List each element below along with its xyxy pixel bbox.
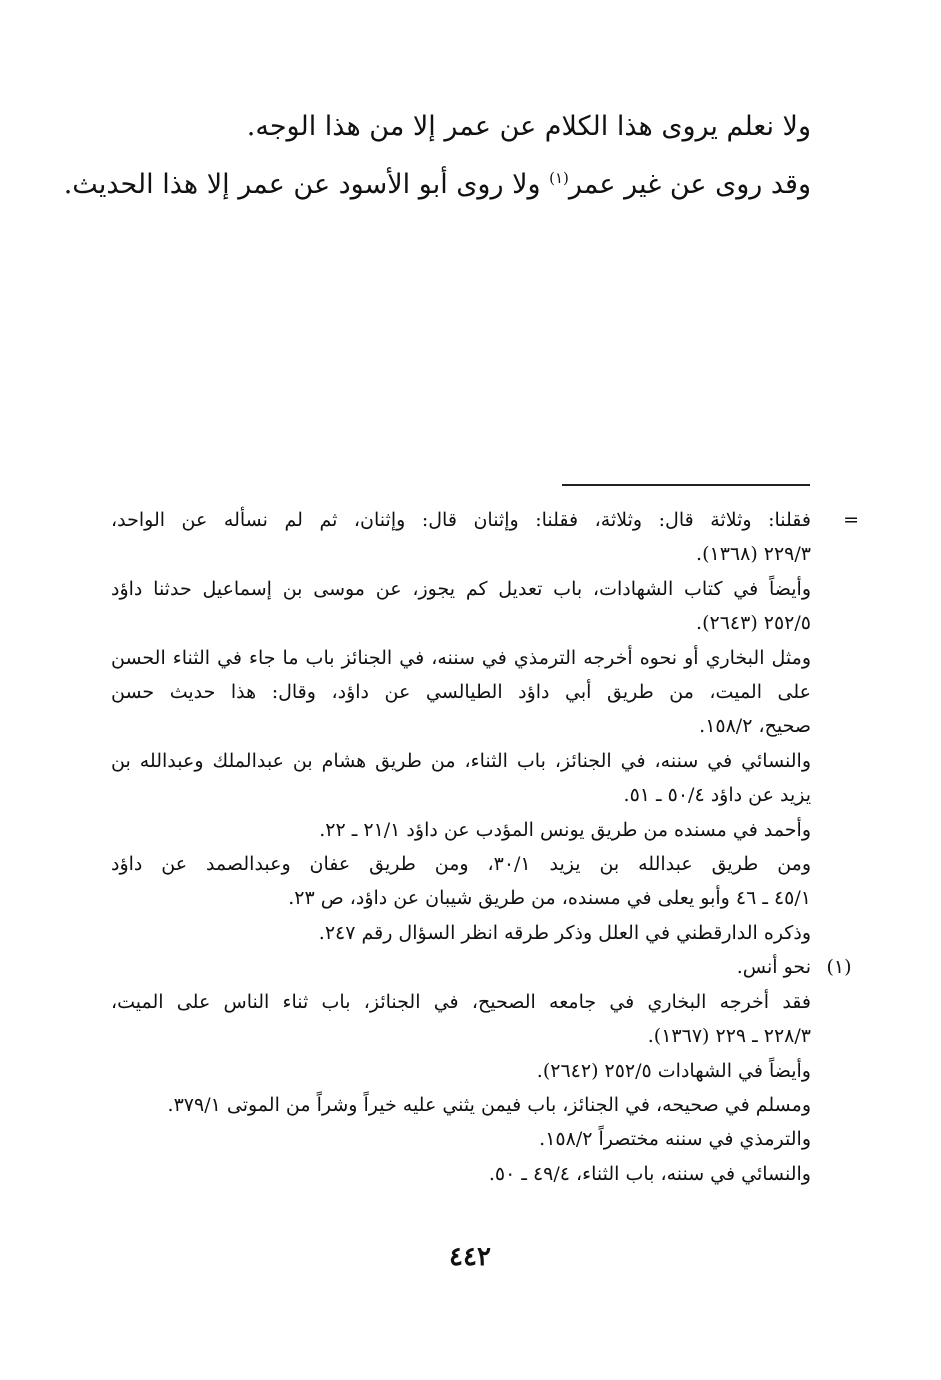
main-line-2 — [63, 156, 811, 214]
footnote-line: وأيضاً في كتاب الشهادات، باب تعديل كم يجوز، عن موسى بن إسماعيل حدثنا داؤد — [111, 577, 811, 600]
footnote-line: على الميت، من طريق أبي داؤد الطيالسي عن داؤد، وقال: هذا حديث حسن — [111, 681, 811, 704]
footnote-line-text: فقلنا: وثلاثة قال: وثلاثة، فقلنا: وإثنان قال: وإثنان، ثم لم نسأله عن الواحد، — [111, 509, 811, 531]
main-line-2-end: ولا روى أبو الأسود عن عمر إلا هذا الحديث. — [63, 169, 550, 200]
page-number: ٤٤٢ — [449, 1242, 491, 1272]
footnote-line: ومثل البخاري أو نحوه أخرجه الترمذي في سننه، في الجنائز باب ما جاء في الثناء الحسن — [111, 646, 811, 669]
main-line-2-start: وقد روى عن غير عمر — [568, 169, 811, 200]
footnote-line: والنسائي في سننه، في الجنائز، باب الثناء، من طريق هشام بن عبدالملك وعبدالله بن — [111, 749, 811, 772]
footnote-line: ٢٥٢/٥ (٢٦٤٣). — [696, 612, 811, 635]
main-line-1: ولا نعلم يروى هذا الكلام عن عمر إلا من هذا الوجه. — [246, 111, 811, 142]
footnote-line: ومسلم في صحيحه، في الجنائز، باب فيمن يثني عليه خيراً وشراً من الموتى ٣٧٩/١. — [167, 1093, 811, 1116]
footnote-line: وأحمد في مسنده من طريق يونس المؤدب عن داؤد ٢١/١ ـ ٢٢. — [319, 818, 811, 841]
footnote-line: والنسائي في سننه، باب الثناء، ٤٩/٤ ـ ٥٠. — [488, 1162, 811, 1185]
footnote-line: والترمذي في سننه مختصراً ١٥٨/٢. — [539, 1128, 811, 1151]
footnotes — [111, 503, 859, 1191]
continuation-marker: = — [843, 509, 859, 531]
footnote-line: وأيضاً في الشهادات ٢٥٢/٥ (٢٦٤٢). — [536, 1059, 811, 1082]
main-text — [63, 98, 811, 214]
footnote-line: وذكره الدارقطني في العلل وذكر طرقه انظر السؤال رقم ٢٤٧. — [318, 921, 811, 944]
footnote-line: ٢٢٨/٣ ـ ٢٢٩ (١٣٦٧). — [647, 1025, 811, 1048]
footnote-line: ٢٢٩/٣ (١٣٦٨). — [696, 543, 811, 566]
footnote-line — [111, 503, 859, 537]
footnote-line: صحيح، ١٥٨/٢. — [699, 715, 811, 738]
footnote-divider — [562, 484, 810, 486]
footnote-1-marker: (١) — [826, 956, 852, 979]
footnote-line: ومن طريق عبدالله بن يزيد ٣٠/١، ومن طريق عفان وعبدالصمد عن داؤد — [111, 853, 812, 876]
footnote-1-line — [111, 950, 852, 984]
footnote-line: ٤٥/١ ـ ٤٦ وأبو يعلى في مسنده، من طريق شيبان عن داؤد، ص ٢٣. — [288, 887, 811, 910]
footnote-line: يزيد عن داؤد ٥٠/٤ ـ ٥١. — [623, 784, 811, 807]
footnote-line-text: نحو أنس. — [736, 956, 811, 979]
footnote-reference[interactable]: (١) — [549, 169, 569, 187]
footnote-line: فقد أخرجه البخاري في جامعه الصحيح، في الجنائز، باب ثناء الناس على الميت، — [111, 990, 811, 1013]
